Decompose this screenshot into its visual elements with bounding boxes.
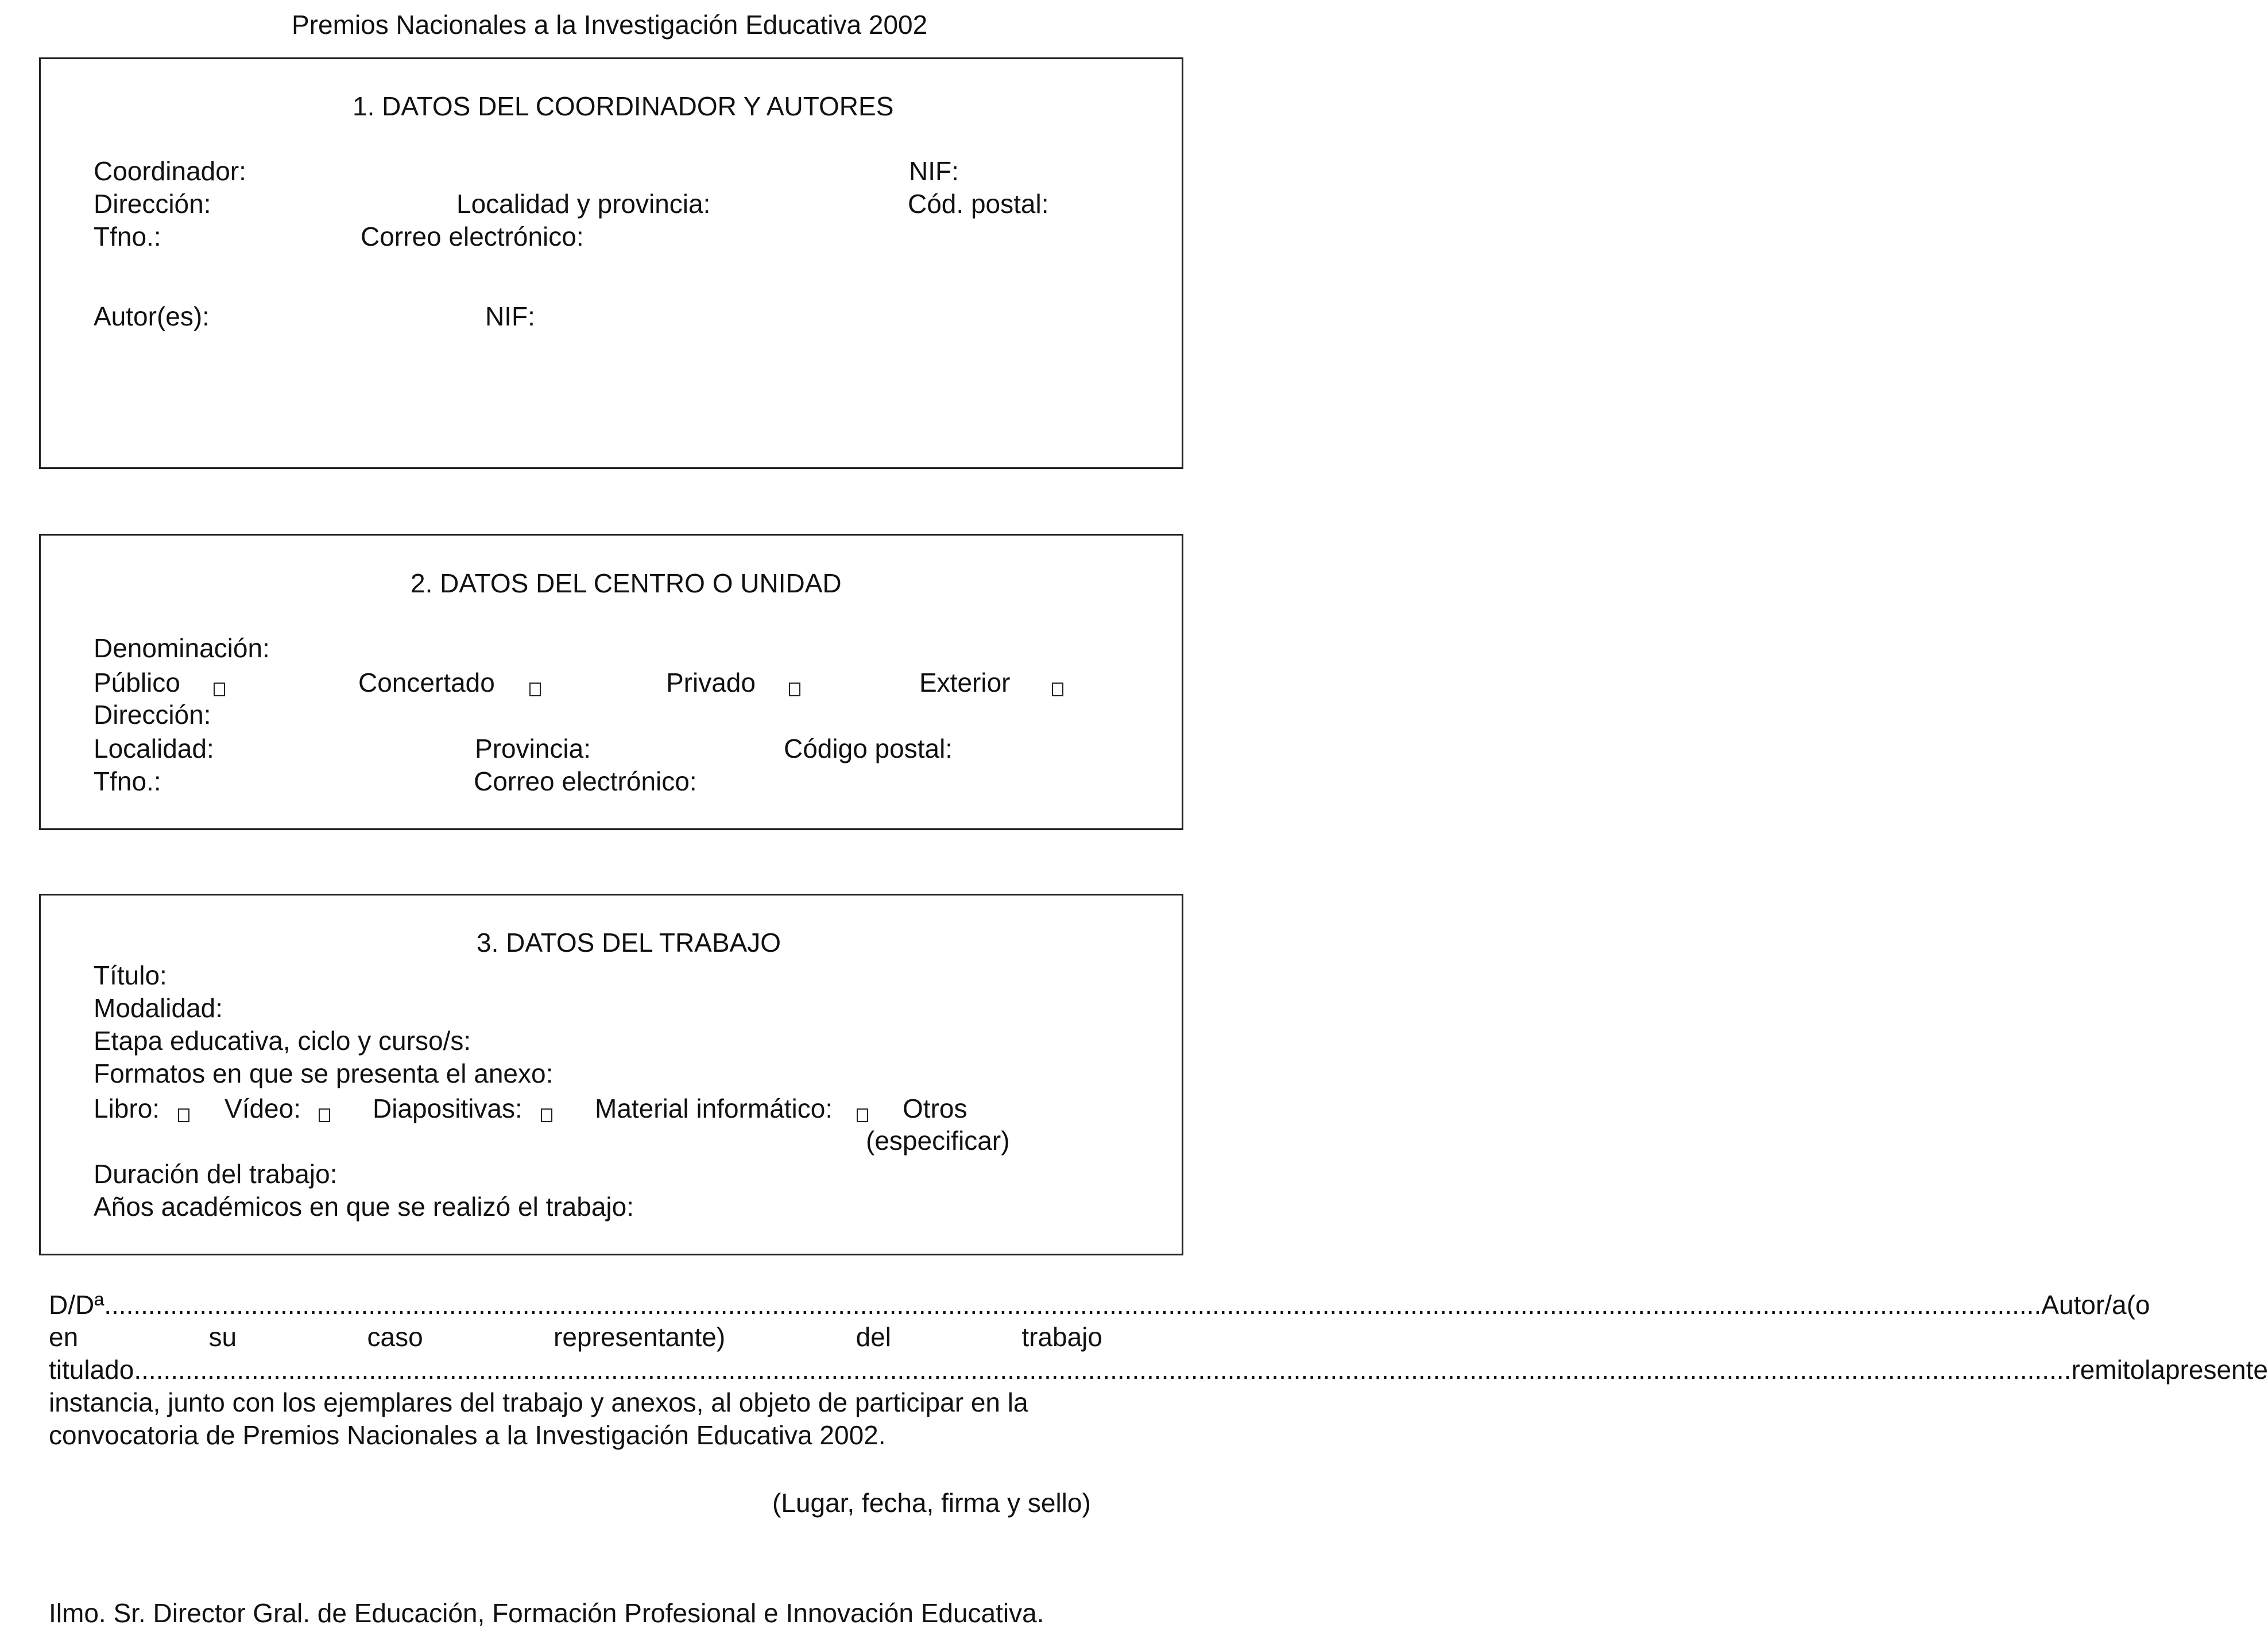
declaration-dda: D/Dª	[49, 1290, 105, 1320]
centro-codigo-postal-label: Código postal:	[784, 734, 953, 763]
section-centro-title: 2. DATOS DEL CENTRO O UNIDAD	[411, 568, 842, 598]
etapa-label: Etapa educativa, ciclo y curso/s:	[94, 1026, 471, 1056]
privado-checkbox[interactable]	[789, 673, 800, 700]
declaration-word: representante)	[554, 1322, 726, 1352]
declaration-word: del	[856, 1322, 891, 1352]
localidad-provincia-label: Localidad y provincia:	[456, 189, 711, 219]
declaration-line-5: convocatoria de Premios Nacionales a la Investigación Educativa 2002.	[49, 1420, 886, 1450]
video-label: Vídeo:	[225, 1094, 301, 1123]
libro-checkbox[interactable]	[178, 1099, 189, 1126]
material-informatico-label: Material informático:	[595, 1094, 833, 1123]
page-header-title: Premios Nacionales a la Investigación Educativa 2002	[292, 10, 928, 40]
autores-nif-label: NIF:	[485, 301, 535, 331]
concertado-checkbox[interactable]	[529, 673, 541, 700]
declaration-line-4: instancia, junto con los ejemplares del trabajo y anexos, al objeto de participar en la	[49, 1387, 1028, 1417]
section-coordinator-title: 1. DATOS DEL COORDINADOR Y AUTORES	[353, 91, 894, 121]
signature-note: (Lugar, fecha, firma y sello)	[772, 1488, 1091, 1518]
modalidad-label: Modalidad:	[94, 993, 223, 1023]
duracion-label: Duración del trabajo:	[94, 1159, 338, 1189]
publico-label: Público	[94, 668, 180, 697]
privado-label: Privado	[666, 668, 756, 697]
otros-label: Otros	[903, 1094, 967, 1123]
formatos-label: Formatos en que se presenta el anexo:	[94, 1059, 554, 1088]
material-informatico-checkbox[interactable]	[857, 1099, 868, 1126]
coordinador-direccion-label: Dirección:	[94, 189, 211, 219]
declaration-word: presente	[2165, 1355, 2268, 1385]
cod-postal-label: Cód. postal:	[908, 189, 1049, 219]
denominacion-label: Denominación:	[94, 633, 270, 663]
diapositivas-label: Diapositivas:	[373, 1094, 523, 1123]
video-checkbox[interactable]	[319, 1099, 330, 1126]
centro-tfno-label: Tfno.:	[94, 766, 161, 796]
coordinador-nif-label: NIF:	[909, 156, 959, 186]
centro-correo-label: Correo electrónico:	[474, 766, 697, 796]
declaration-o: (o	[2126, 1290, 2150, 1320]
coordinador-label: Coordinador:	[94, 156, 246, 186]
addressee-line: Ilmo. Sr. Director Gral. de Educación, Formación Profesional e Innovación Educativa.	[49, 1598, 1044, 1628]
declaration-name-dots[interactable]: ........................................................................................................................................................................................................................................................................	[104, 1290, 2042, 1320]
centro-provincia-label: Provincia:	[475, 734, 591, 763]
coordinador-correo-label: Correo electrónico:	[361, 222, 584, 251]
declaration-word: en	[49, 1322, 79, 1352]
declaration-titulado: titulado	[49, 1355, 134, 1385]
declaration-word: su	[208, 1322, 237, 1352]
declaration-autor: Autor/a	[2041, 1290, 2127, 1320]
publico-checkbox[interactable]	[214, 673, 225, 700]
especificar-label: (especificar)	[866, 1126, 1010, 1156]
autores-label: Autor(es):	[94, 301, 210, 331]
diapositivas-checkbox[interactable]	[541, 1099, 552, 1126]
concertado-label: Concertado	[358, 668, 495, 697]
declaration-title-dots[interactable]: ........................................................................................................................................................................................................................................................................	[134, 1355, 2072, 1385]
declaration-word: trabajo	[1021, 1322, 1102, 1352]
titulo-label: Título:	[94, 960, 167, 990]
centro-localidad-label: Localidad:	[94, 734, 214, 763]
declaration-word: remito	[2071, 1355, 2145, 1385]
exterior-checkbox[interactable]	[1052, 673, 1063, 700]
exterior-label: Exterior	[919, 668, 1011, 697]
coordinador-tfno-label: Tfno.:	[94, 222, 161, 251]
declaration-line-2	[49, 1324, 1102, 1350]
centro-direccion-label: Dirección:	[94, 700, 211, 730]
declaration-word: la	[2145, 1355, 2165, 1385]
section-trabajo-title: 3. DATOS DEL TRABAJO	[477, 928, 781, 957]
declaration-line-3	[49, 1355, 2268, 1385]
declaration-word: caso	[367, 1322, 423, 1352]
declaration-line-1	[49, 1290, 2150, 1320]
libro-label: Libro:	[94, 1094, 160, 1123]
anios-label: Años académicos en que se realizó el trabajo:	[94, 1192, 634, 1222]
